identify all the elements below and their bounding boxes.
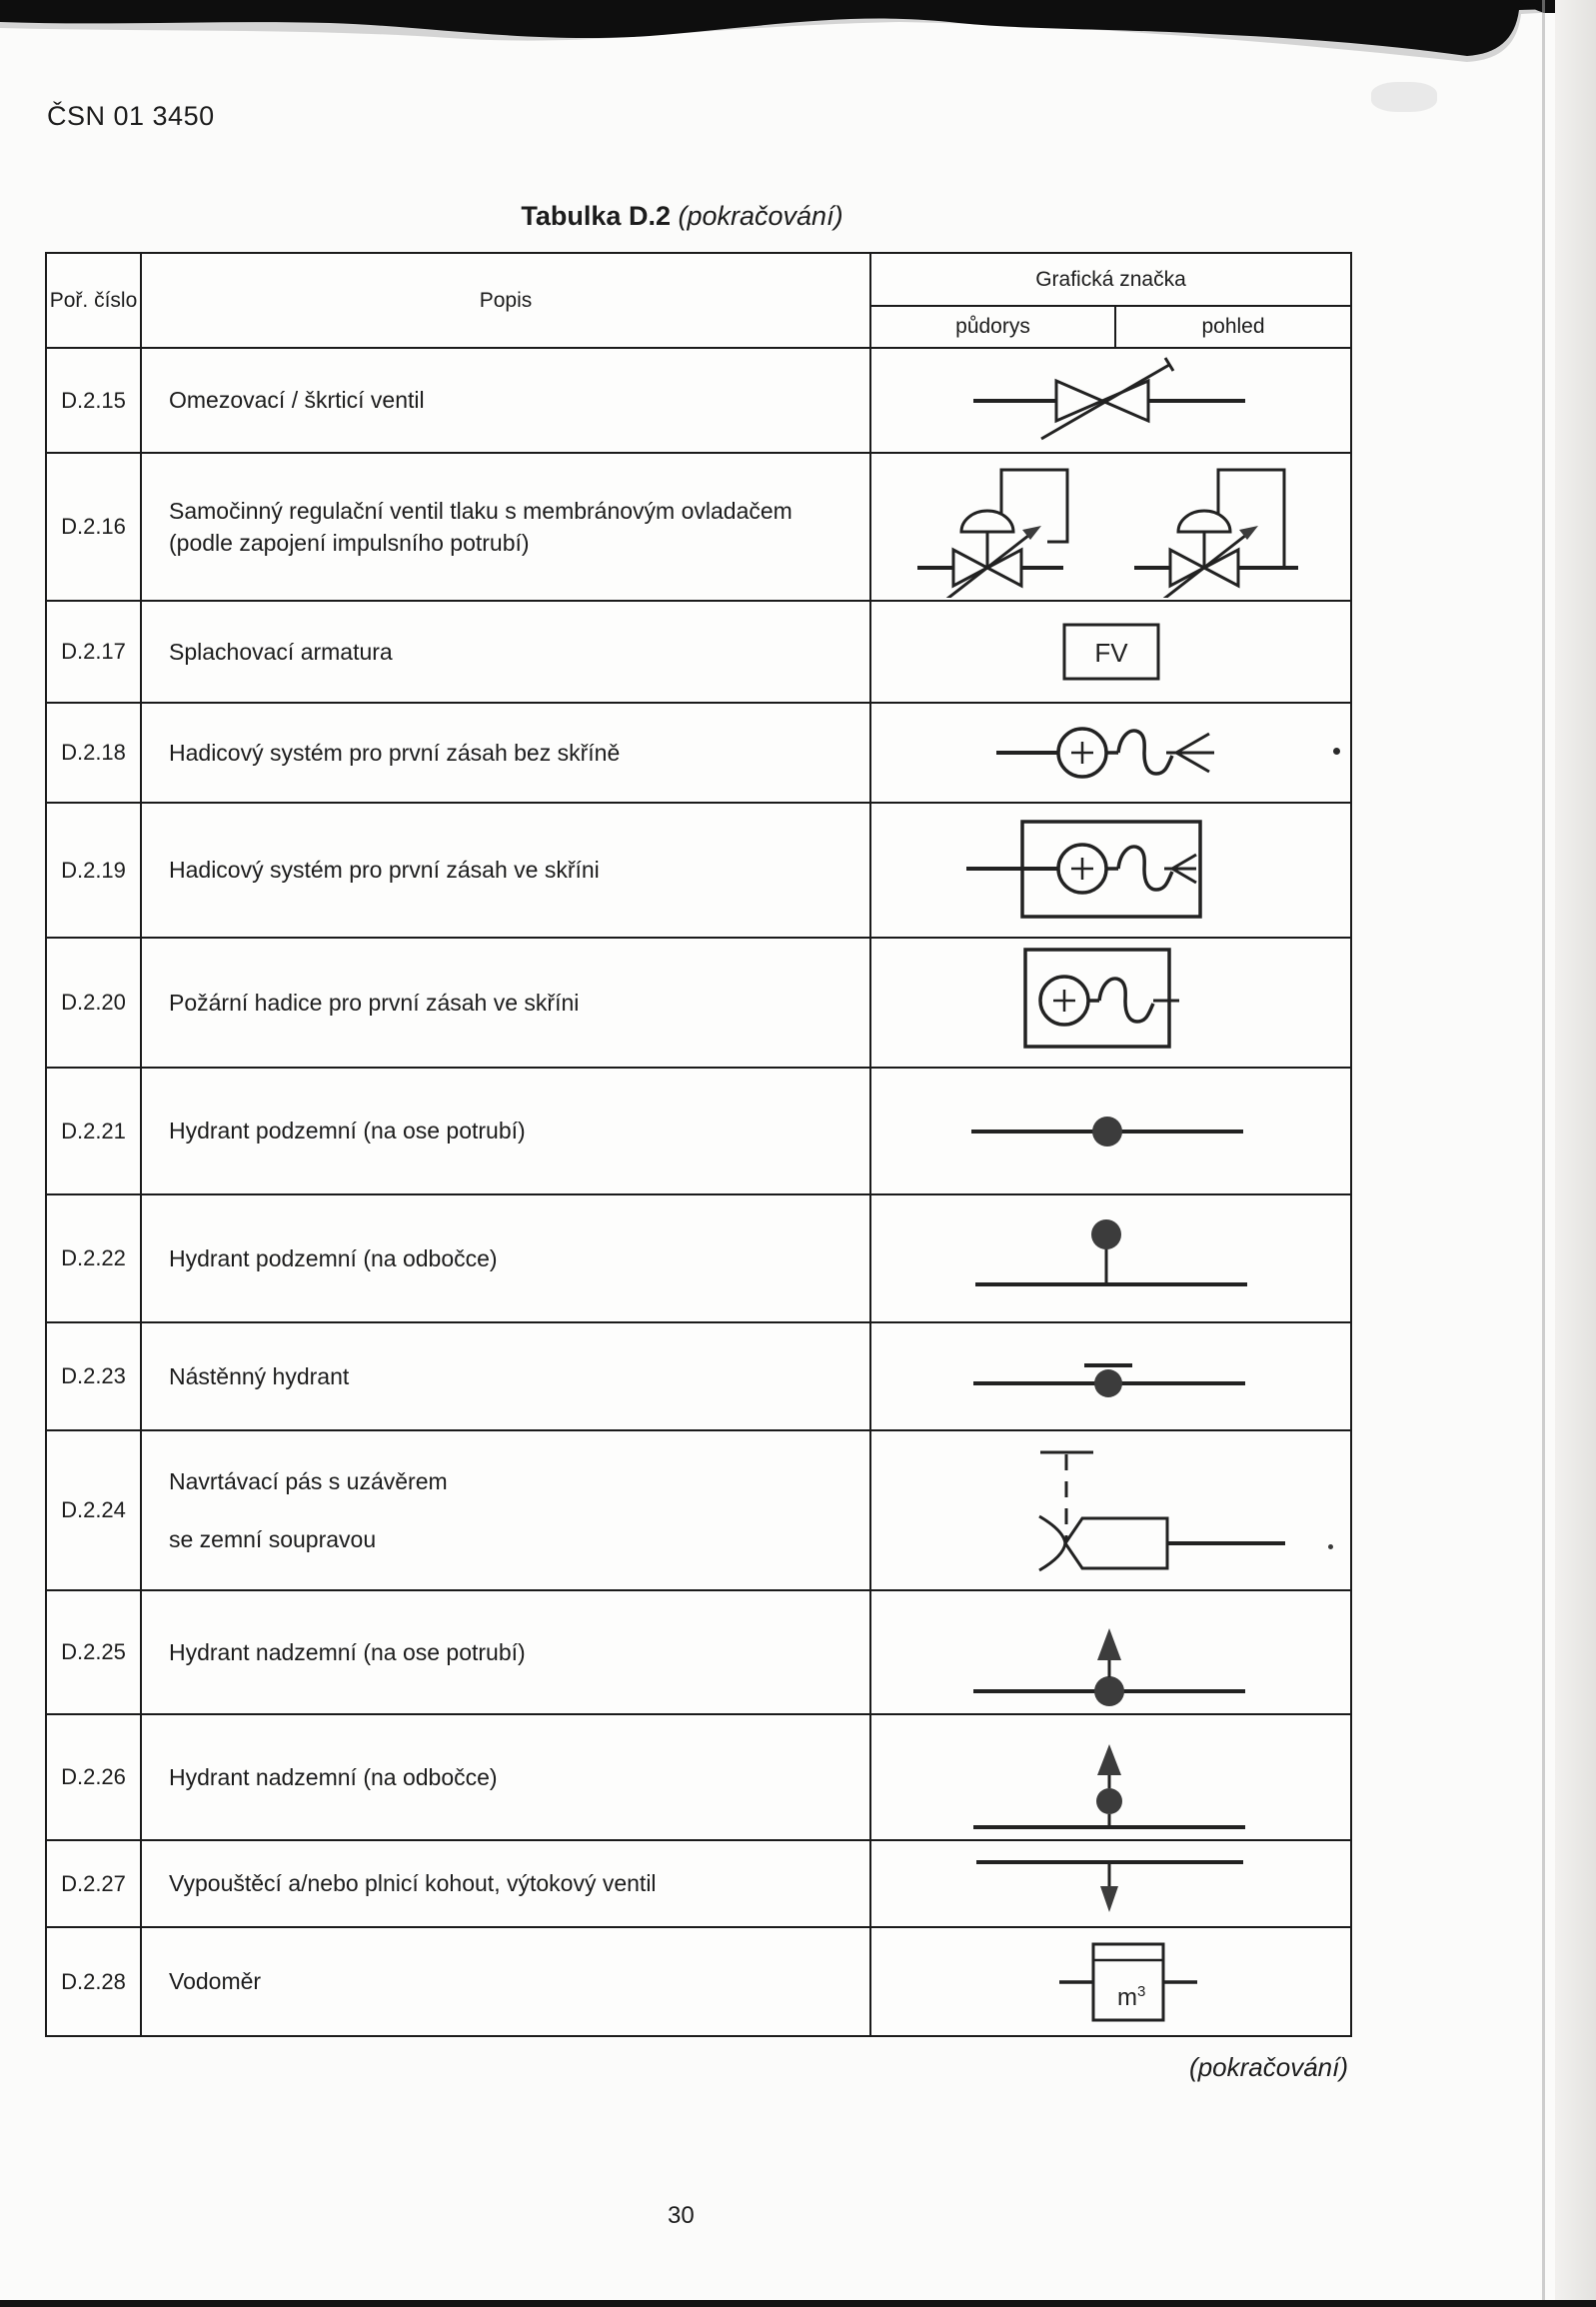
symbol-cell	[871, 1069, 1350, 1193]
underground-hydrant-branch-icon	[975, 1216, 1247, 1300]
row-id: D.2.28	[47, 1928, 142, 2035]
row-id: D.2.26	[47, 1715, 142, 1839]
table-row	[47, 602, 1350, 704]
row-id: D.2.27	[47, 1841, 142, 1926]
table-header	[47, 254, 1350, 349]
header-description: Popis	[142, 254, 871, 347]
scan-right-edge-line	[1542, 0, 1545, 2307]
table-row	[47, 1841, 1350, 1928]
symbol-cell	[871, 1323, 1350, 1429]
table-row	[47, 804, 1350, 939]
symbol-cell	[871, 1841, 1350, 1926]
row-description: Omezovací / škrticí ventil	[142, 349, 871, 452]
row-id: D.2.18	[47, 704, 142, 802]
above-ground-hydrant-inline-icon	[973, 1596, 1249, 1708]
page-number: 30	[668, 2202, 695, 2229]
header-symbol-group	[871, 254, 1350, 347]
header-graphic-symbol: Grafická značka	[871, 254, 1350, 307]
row-id: D.2.22	[47, 1195, 142, 1321]
row-description: Hydrant podzemní (na ose potrubí)	[142, 1069, 871, 1193]
symbol-cell	[871, 939, 1350, 1067]
table-row	[47, 1431, 1350, 1591]
scan-bottom-edge	[0, 2300, 1596, 2307]
scan-top-edge-artifact	[0, 0, 1596, 70]
table-row	[47, 1069, 1350, 1195]
scan-dot-artifact	[1333, 748, 1340, 755]
standard-code: ČSN 01 3450	[47, 101, 215, 131]
row-description: Vypouštěcí a/nebo plnicí kohout, výtokový ventil	[142, 1841, 871, 1926]
underground-hydrant-inline-icon	[971, 1114, 1251, 1150]
table-row	[47, 1195, 1350, 1323]
table-row	[47, 1323, 1350, 1431]
table-row	[47, 1715, 1350, 1841]
row-description: Nástěnný hydrant	[142, 1323, 871, 1429]
header-plan-view: půdorys	[871, 307, 1116, 347]
hose-system-cabinet-icon	[966, 819, 1256, 923]
pressure-control-valve-view-icon	[1132, 456, 1307, 598]
row-description: Hydrant nadzemní (na ose potrubí)	[142, 1591, 871, 1713]
row-id: D.2.17	[47, 602, 142, 702]
row-description: Samočinný regulační ventil tlaku s membránovým ovladačem (podle zapojení impulsního potrubí)	[142, 454, 871, 600]
row-description: Hydrant podzemní (na odbočce)	[142, 1195, 871, 1321]
drain-fill-valve-icon	[976, 1852, 1246, 1916]
row-description: Hadicový systém pro první zásah bez skříně	[142, 704, 871, 802]
header-elevation-view: pohled	[1201, 315, 1265, 338]
table-row	[47, 939, 1350, 1069]
table-title-bold: Tabulka D.2	[521, 201, 671, 231]
symbol-table	[45, 252, 1352, 2037]
row-id: D.2.16	[47, 454, 142, 600]
symbol-cell	[871, 1928, 1350, 2035]
table-title-continuation: (pokračování)	[678, 201, 843, 231]
symbol-cell	[871, 1591, 1350, 1713]
water-meter-label: $m^3$	[1116, 1982, 1145, 2011]
row-description: Požární hadice pro první zásah ve skříni	[142, 939, 871, 1067]
table-row	[47, 1591, 1350, 1715]
symbol-cell	[871, 1431, 1350, 1589]
flush-valve-icon	[1061, 622, 1161, 682]
row-id: D.2.25	[47, 1591, 142, 1713]
above-ground-hydrant-branch-icon	[973, 1723, 1249, 1831]
header-symbol-subcolumns	[871, 307, 1350, 347]
row-description: Hadicový systém pro první zásah ve skříni	[142, 804, 871, 937]
symbol-cell	[871, 704, 1350, 802]
flush-valve-label: FV	[1093, 638, 1128, 668]
symbol-cell	[871, 602, 1350, 702]
row-description: Splachovací armatura	[142, 602, 871, 702]
scan-smudge	[1371, 82, 1437, 112]
pressure-control-valve-plan-icon	[915, 456, 1090, 598]
symbol-cell	[871, 349, 1350, 452]
row-id: D.2.19	[47, 804, 142, 937]
continuation-note: (pokračování)	[1189, 2052, 1348, 2082]
throttle-valve-icon	[971, 355, 1251, 447]
hose-system-icon	[996, 707, 1226, 799]
wall-hydrant-icon	[973, 1353, 1249, 1399]
row-id: D.2.23	[47, 1323, 142, 1429]
table-row	[47, 349, 1350, 454]
water-meter-icon	[1021, 1939, 1201, 2025]
tapping-saddle-icon	[935, 1440, 1287, 1580]
scan-dot-artifact	[1328, 1544, 1333, 1549]
table-row	[47, 1928, 1350, 2035]
symbol-cell	[871, 1195, 1350, 1321]
symbol-cell	[871, 1715, 1350, 1839]
row-id: D.2.24	[47, 1431, 142, 1589]
row-description: Navrtávací pás s uzávěrem se zemní soupravou	[142, 1431, 871, 1589]
row-id: D.2.15	[47, 349, 142, 452]
header-order-number: Poř. číslo	[47, 254, 142, 347]
table-row	[47, 704, 1350, 804]
table-title	[0, 201, 1364, 232]
fire-hose-cabinet-icon	[1011, 947, 1211, 1059]
row-id: D.2.20	[47, 939, 142, 1067]
table-row	[47, 454, 1350, 602]
symbol-cell	[871, 804, 1350, 937]
row-description: Vodoměr	[142, 1928, 871, 2035]
symbol-cell	[871, 454, 1350, 600]
row-id: D.2.21	[47, 1069, 142, 1193]
scan-right-margin-shadow	[1555, 0, 1596, 2307]
row-description: Hydrant nadzemní (na odbočce)	[142, 1715, 871, 1839]
